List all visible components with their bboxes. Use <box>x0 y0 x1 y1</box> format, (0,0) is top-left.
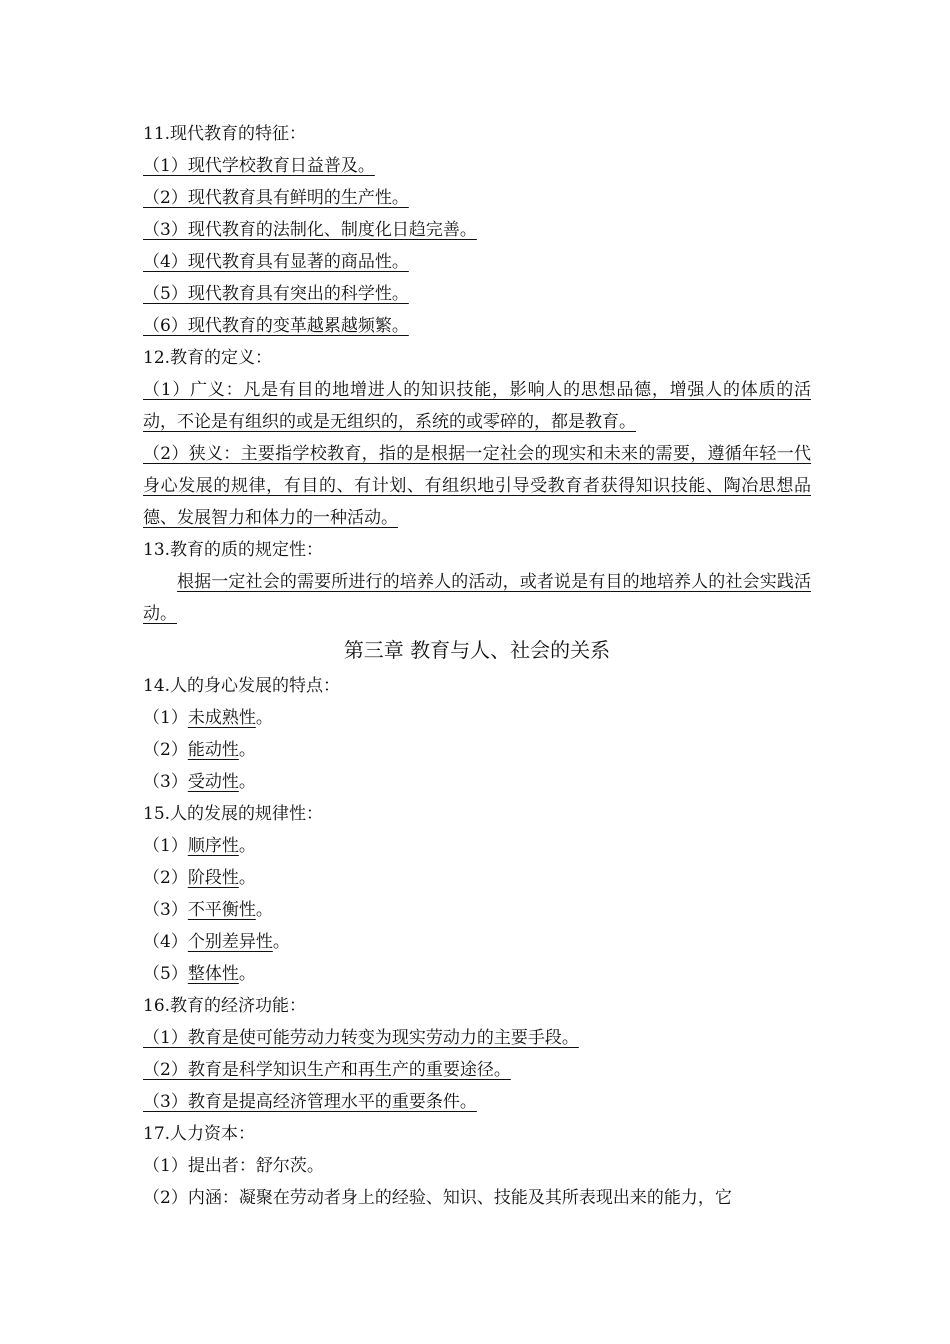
item-number: （4） <box>143 932 188 952</box>
list-item <box>143 702 811 734</box>
list-item <box>143 894 811 926</box>
underlined-text: （3）现代教育的法制化、制度化日趋完善。 <box>143 220 477 240</box>
item-number: （5） <box>143 964 188 984</box>
section-15-title: 15.人的发展的规律性： <box>143 804 324 824</box>
underlined-text: （4）现代教育具有显著的商品性。 <box>143 252 409 272</box>
underlined-text: （1）教育是使可能劳动力转变为现实劳动力的主要手段。 <box>143 1028 579 1048</box>
underlined-term: 不平衡性 <box>187 900 256 920</box>
underlined-text: （2）狭义：主要指学校教育，指的是根据一定社会的现实和未来的需要，遵循年轻一代身心发展的规律，有目的、有计划、有组织地引导受教育者获得知识技能、陶冶思想品德、发展智力和体力的一种活动。 <box>143 444 811 528</box>
list-item <box>143 734 811 766</box>
list-item: （1）提出者：舒尔茨。 <box>143 1156 324 1176</box>
underlined-term: 整体性 <box>187 964 239 984</box>
underlined-text: （1）现代学校教育日益普及。 <box>143 156 375 176</box>
list-item <box>143 278 811 310</box>
item-suffix: 。 <box>255 708 273 728</box>
item-number: （3） <box>143 900 188 920</box>
list-item <box>143 1054 811 1086</box>
section-16-title: 16.教育的经济功能： <box>143 996 307 1016</box>
item-number: （1） <box>143 708 188 728</box>
underlined-text: （1）广义：凡是有目的地增进人的知识技能，影响人的思想品德，增强人的体质的活动，不论是有组织的或是无组织的，系统的或零碎的，都是教育。 <box>143 380 811 432</box>
list-item <box>143 182 811 214</box>
item-suffix: 。 <box>272 932 290 952</box>
item-number: （1） <box>143 836 188 856</box>
section-11-title: 11.现代教育的特征： <box>143 124 307 144</box>
list-item <box>143 1022 811 1054</box>
definition-broad <box>143 374 811 438</box>
underlined-text: （2）教育是科学知识生产和再生产的重要途径。 <box>143 1060 511 1080</box>
list-item <box>143 830 811 862</box>
chapter-heading: 第三章 教育与人、社会的关系 <box>343 638 611 662</box>
underlined-term: 个别差异性 <box>187 932 273 952</box>
underlined-text: （2）现代教育具有鲜明的生产性。 <box>143 188 409 208</box>
item-number: （2） <box>143 740 188 760</box>
list-item <box>143 766 811 798</box>
item-suffix: 。 <box>238 868 256 888</box>
list-item <box>143 214 811 246</box>
underlined-term: 阶段性 <box>187 868 239 888</box>
quality-definition <box>143 566 811 630</box>
section-17-title: 17.人力资本： <box>143 1124 256 1144</box>
underlined-text: 根据一定社会的需要所进行的培养人的活动，或者说是有目的地培养人的社会实践活动。 <box>143 572 811 624</box>
underlined-text: （6）现代教育的变革越累越频繁。 <box>143 316 409 336</box>
document-page <box>143 118 811 1214</box>
list-item <box>143 150 811 182</box>
list-item <box>143 958 811 990</box>
item-number: （3） <box>143 772 188 792</box>
underlined-term: 顺序性 <box>187 836 239 856</box>
list-item <box>143 926 811 958</box>
section-14-title: 14.人的身心发展的特点： <box>143 676 341 696</box>
item-suffix: 。 <box>238 836 256 856</box>
underlined-term: 能动性 <box>187 740 239 760</box>
item-suffix: 。 <box>238 772 256 792</box>
definition-narrow <box>143 438 811 534</box>
item-suffix: 。 <box>238 964 256 984</box>
list-item: （2）内涵：凝聚在劳动者身上的经验、知识、技能及其所表现出来的能力，它 <box>143 1188 732 1208</box>
underlined-text: （3）教育是提高经济管理水平的重要条件。 <box>143 1092 477 1112</box>
item-suffix: 。 <box>238 740 256 760</box>
list-item <box>143 862 811 894</box>
underlined-term: 未成熟性 <box>187 708 256 728</box>
section-13-title: 13.教育的质的规定性： <box>143 540 324 560</box>
list-item <box>143 1086 811 1118</box>
underlined-text: （5）现代教育具有突出的科学性。 <box>143 284 409 304</box>
item-suffix: 。 <box>255 900 273 920</box>
list-item <box>143 310 811 342</box>
underlined-term: 受动性 <box>187 772 239 792</box>
section-12-title: 12.教育的定义： <box>143 348 273 368</box>
item-number: （2） <box>143 868 188 888</box>
list-item <box>143 246 811 278</box>
